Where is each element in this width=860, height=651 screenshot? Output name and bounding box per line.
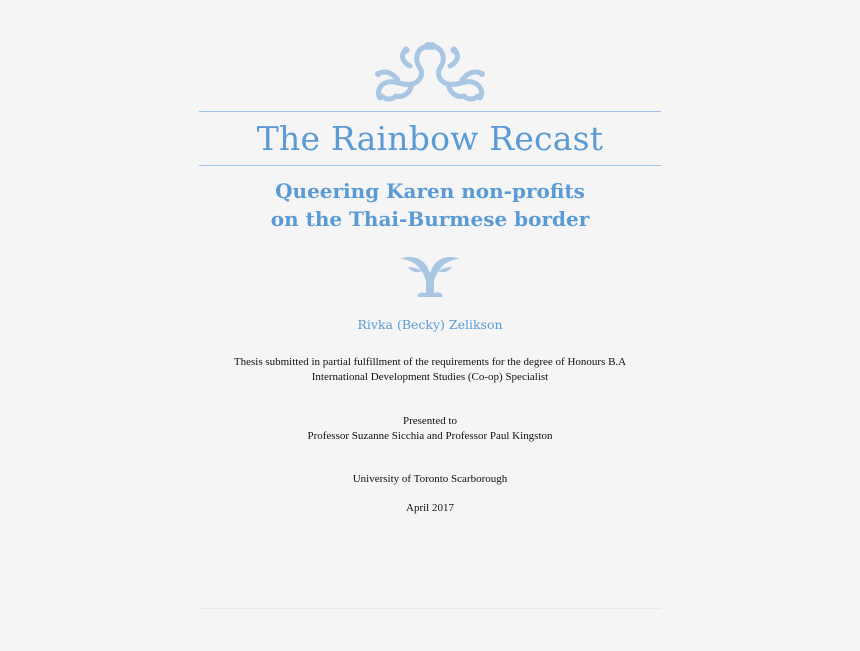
leaf-divider-icon <box>396 251 464 297</box>
title-rule-bottom <box>199 165 661 166</box>
submission-date: April 2017 <box>406 502 454 514</box>
page-title: The Rainbow Recast <box>256 119 604 158</box>
thesis-line-1: Thesis submitted in partial fulfillment of the requirements for the degree of Honours B.A <box>233 356 627 368</box>
subtitle-line-1: Queering Karen non-profits <box>275 179 585 203</box>
footer-rule <box>199 608 661 609</box>
thesis-line-2: International Development Studies (Co-op) Specialist <box>311 371 549 383</box>
university-name: University of Toronto Scarborough <box>352 473 508 485</box>
author-name: Rivka (Becky) Zelikson <box>357 317 503 332</box>
subtitle-line-2: on the Thai-Burmese border <box>270 207 590 231</box>
page-subtitle <box>199 177 661 233</box>
presented-to-block <box>199 414 661 444</box>
presented-names: Professor Suzanne Sicchia and Professor Paul Kingston <box>307 430 553 442</box>
thesis-statement <box>199 355 661 385</box>
presented-label: Presented to <box>402 415 458 427</box>
title-rule-top <box>199 111 661 112</box>
floral-flourish-icon <box>370 38 490 104</box>
